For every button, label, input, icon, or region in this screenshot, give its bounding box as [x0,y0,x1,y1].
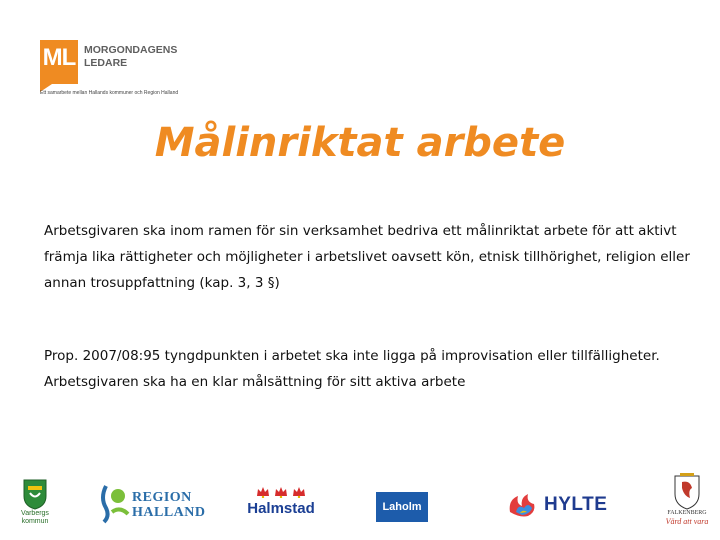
paragraph-proposition-line2: Arbetsgivaren ska ha en klar målsättning för sitt aktiva arbete [44,374,466,390]
region-halland-wordmark [132,490,206,520]
laholm-logo: Laholm [376,492,428,522]
region-halland-icon [98,482,132,526]
paragraph-law-text: Arbetsgivaren ska inom ramen för sin verksamhet bedriva ett målinriktat arbete för att aktivt främja lika rättigheter och möjligheter i arbetslivet oavsett kön, etnisk tillhörighet, religion eller annan trosuppfattning [44,223,690,291]
hylte-logo [506,490,608,520]
falkenberg-logo [662,472,712,526]
falkenberg-signature: Värd att vara [665,517,709,526]
hylte-wordmark: HYLTE [544,494,608,515]
paragraph-proposition-line1: Prop. 2007/08:95 tyngdpunkten i arbetet ska inte ligga på improvisation eller tillfälligheter. [44,348,660,364]
varberg-logo [14,478,56,526]
ml-logo-mark: ML [40,40,78,84]
region-line1: REGION [132,490,192,505]
partner-logos [0,470,720,540]
paragraph-proposition [44,343,704,395]
paragraph-law-reference: (kap. 3, 3 §) [199,275,280,291]
slide-title: Målinriktat arbete [154,120,566,166]
morgondagens-ledare-logo [40,40,200,98]
halmstad-wordmark: Halmstad [247,500,315,517]
falkenberg-crest-icon [672,472,702,510]
varberg-crest-icon [22,478,48,510]
region-halland-logo [98,482,218,526]
hylte-flame-icon [506,490,540,520]
halmstad-crowns [246,486,316,498]
crown-icon [274,486,288,498]
logo-tagline: Ett samarbete mellan Hallands kommuner och Region Halland [40,90,179,96]
region-line2: HALLAND [132,505,206,520]
halmstad-logo [246,486,316,526]
crown-icon [292,486,306,498]
logo-line1: MORGONDAGENS [84,44,178,56]
logo-wordmark [84,44,204,70]
varberg-caption: Varbergs kommun [21,510,49,525]
paragraph-law [44,218,704,296]
logo-line2: LEDARE [84,57,128,69]
crown-icon [256,486,270,498]
falkenberg-caption: FALKENBERG [667,510,707,516]
